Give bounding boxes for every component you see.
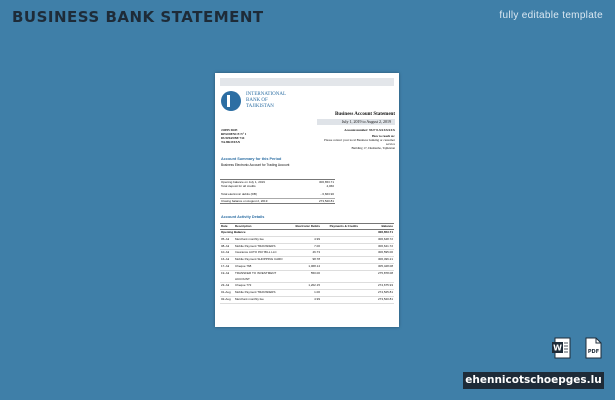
activity-cell-credit <box>320 237 358 243</box>
activity-cell-debit: 1,202.15 <box>308 283 320 288</box>
activity-cell-desc: Insurance AUTO PAY BILL LLC <box>235 250 277 255</box>
activity-cell-date: 05-Jul <box>221 236 230 241</box>
activity-title: Account Activity Details <box>221 215 265 219</box>
activity-cell-balance: 306,496.21 <box>377 257 393 262</box>
activity-cell-date: 02-Aug <box>221 296 231 301</box>
activity-row <box>220 290 394 297</box>
activity-row <box>220 250 394 257</box>
activity-cell-date: 17-Jul <box>221 263 230 268</box>
account-number: Account number: 9327 8-XXXXXXX <box>344 128 395 132</box>
activity-row <box>220 264 394 271</box>
summary-table <box>220 179 335 204</box>
activity-cell-debit: 46.73 <box>312 250 320 255</box>
activity-cell-date: 01-Aug <box>221 290 231 295</box>
bank-name-line: TAJIKISTAN <box>246 104 274 109</box>
bank-name-line: INTERNATIONAL <box>246 92 286 97</box>
activity-cell-debit: 98.78 <box>312 257 320 262</box>
activity-cell-balance: 306,641.72 <box>377 243 393 248</box>
column-header: Description <box>235 224 252 228</box>
activity-row <box>220 237 394 244</box>
summary-subtitle: Business Electronic Account for Trading Account <box>221 163 290 167</box>
activity-cell-date: 10-Jul <box>221 250 230 255</box>
activity-cell-credit <box>320 283 358 289</box>
activity-cell-desc: Cheque 772 <box>235 283 252 288</box>
bank-name-line: BANK OF <box>246 98 268 103</box>
summary-row <box>220 184 335 188</box>
watermark-label: ehennicotschoepges.lu <box>463 372 604 389</box>
activity-cell-desc: Mobile Payment TRANSFERS <box>235 243 276 248</box>
column-header: Date <box>221 224 228 228</box>
document-top-bar <box>220 78 394 86</box>
summary-title: Account Summary for this Period <box>221 157 282 161</box>
account-info <box>317 128 395 150</box>
page-subtitle: fully editable template <box>499 10 603 21</box>
activity-cell-desc: Mobile Payment TRANSFERS <box>235 290 276 295</box>
activity-cell-date: 08-Jul <box>221 243 230 248</box>
period-bar <box>317 119 395 125</box>
activity-cell-debit: 4.99 <box>314 296 320 301</box>
activity-cell-balance: 275,878.08 <box>377 270 393 275</box>
activity-cell-balance: 274,675.93 <box>377 283 393 288</box>
activity-cell-credit <box>320 264 358 270</box>
activity-cell-date: 16-Jul <box>221 257 230 262</box>
help-line: Please contact your local Business banking or customer service <box>324 138 395 146</box>
activity-row <box>220 271 394 284</box>
address-line: TAJIKISTAN <box>221 140 241 144</box>
activity-cell-credit <box>320 290 358 296</box>
statement-document <box>215 73 399 327</box>
activity-cell-debit: 1.00 <box>314 290 320 295</box>
summary-value: 4,060 <box>326 184 334 188</box>
activity-row <box>220 244 394 251</box>
opening-balance-row <box>220 230 394 237</box>
word-file-icon[interactable] <box>551 337 571 359</box>
customer-address <box>221 128 246 144</box>
summary-value: 306,653.71 <box>318 180 334 184</box>
activity-cell-debit: 550.00 <box>310 270 320 275</box>
summary-label: Opening balance on July 1, 2019 <box>221 180 265 184</box>
summary-label: Total electronic debits (DB) <box>221 192 257 196</box>
summary-row <box>220 198 335 203</box>
activity-table <box>220 223 394 304</box>
activity-cell-date: 23-Jul <box>221 283 230 288</box>
pdf-icon-label: PDF <box>587 349 600 355</box>
column-header: Electronic Debits <box>295 224 320 228</box>
activity-cell-debit: 1,068.14 <box>308 263 320 268</box>
help-label: How to reach us: <box>371 134 395 138</box>
bank-name <box>246 92 326 110</box>
activity-cell-credit <box>320 271 358 283</box>
activity-header-row <box>220 223 394 230</box>
activity-cell-desc: Merchant monthly fee <box>235 296 264 301</box>
svg-text:W: W <box>553 343 562 353</box>
opening-label: Opening Balance <box>221 230 246 234</box>
activity-cell-date: 19-Jul <box>221 270 230 275</box>
statement-title: Business Account Statement <box>334 112 395 117</box>
page-title: BUSINESS BANK STATEMENT <box>12 8 264 26</box>
activity-cell-desc: Cheque 768 <box>235 263 252 268</box>
activity-row <box>220 257 394 264</box>
column-header: Payments & Credits <box>329 224 358 228</box>
summary-row <box>220 192 335 196</box>
opening-balance: 306,653.71 <box>377 230 393 234</box>
activity-cell-credit <box>320 257 358 263</box>
summary-label: Closing balance on August 2, 2019 <box>221 199 268 203</box>
activity-cell-balance: 306,595.00 <box>377 250 393 255</box>
summary-label: Total deposit for all credits <box>221 184 256 188</box>
activity-cell-desc: Merchant monthly fee <box>235 236 264 241</box>
activity-cell-balance: 306,648.72 <box>377 236 393 241</box>
summary-value: - 6,663.90 <box>320 192 334 196</box>
address-line: DUSHANBE 734 <box>221 136 245 140</box>
pdf-file-icon[interactable] <box>583 337 603 359</box>
activity-cell-desc: TRANSFER TO INVESTMENT ACCOUNT <box>235 270 277 281</box>
activity-cell-debit: 7.00 <box>314 243 320 248</box>
bank-logo-icon <box>221 91 241 111</box>
activity-row <box>220 297 394 304</box>
activity-cell-credit <box>320 244 358 250</box>
activity-cell-balance: 273,520.81 <box>377 296 393 301</box>
activity-cell-credit <box>320 297 358 303</box>
activity-cell-desc: Mobile Payment SHOPPING CARD <box>235 257 283 262</box>
address-line: RESIDENCE N° 1 <box>221 132 247 136</box>
activity-cell-debit: 4.99 <box>314 236 320 241</box>
activity-row <box>220 283 394 290</box>
statement-period: July 1, 2019 to August 2, 2019 <box>341 119 391 124</box>
activity-cell-balance: 305,428.08 <box>377 263 393 268</box>
activity-cell-balance: 274,525.81 <box>377 290 393 295</box>
help-line: Building 17, Dushanbe, Tajikistan <box>351 146 395 150</box>
column-header: Balance <box>381 224 393 228</box>
address-line: JOHN DOE <box>221 128 238 132</box>
summary-value: 273,520.81 <box>318 199 334 203</box>
activity-cell-credit <box>320 250 358 256</box>
